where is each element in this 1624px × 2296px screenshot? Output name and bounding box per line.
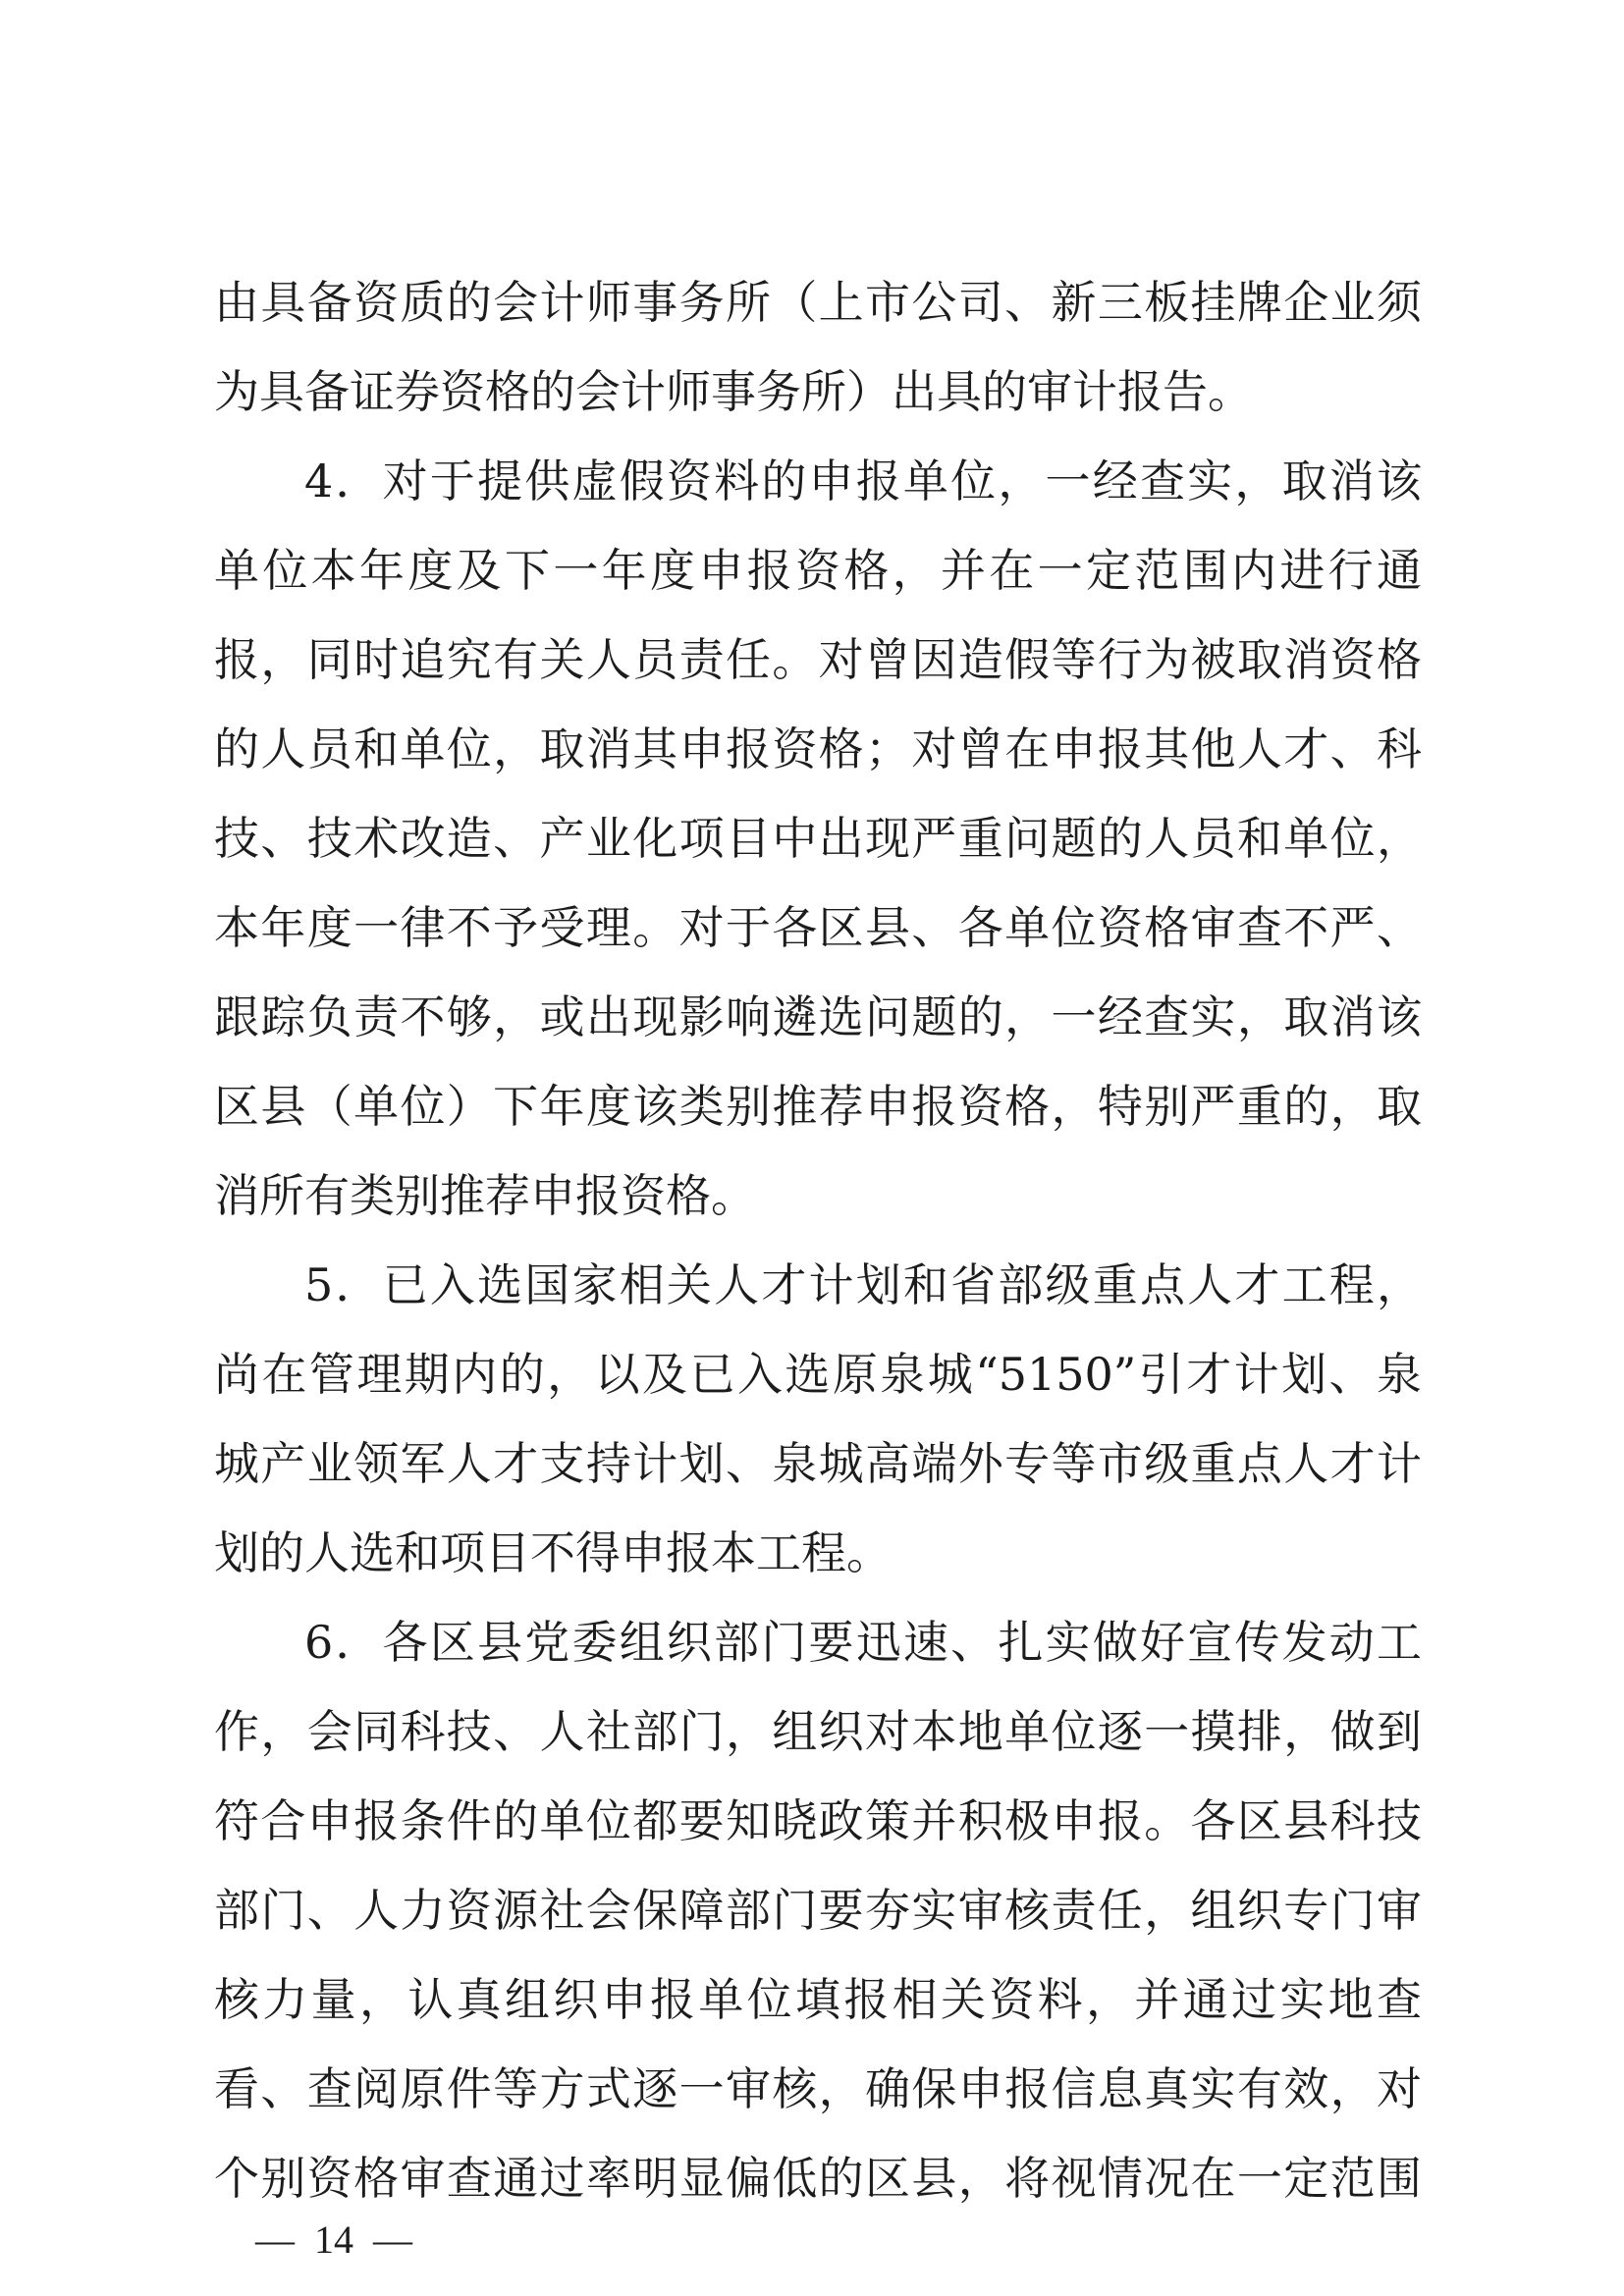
page-number: — 14 — [255, 2217, 412, 2262]
text-line-2: 为具备证券资格的会计师事务所）出具的审计报告。 [214, 365, 1253, 418]
text-line-1: 由具备资质的会计师事务所（上市公司、新三板挂牌企业须 [214, 276, 1422, 329]
text-line-22: 个别资格审查通过率明显偏低的区县，将视情况在一定范围 [214, 2152, 1422, 2205]
text-line-9: 跟踪负责不够，或出现影响遴选问题的，一经查实，取消该 [214, 990, 1422, 1043]
text-line-16: 6．各区县党委组织部门要迅速、扎实做好宣传发动工 [304, 1616, 1422, 1669]
text-line-20: 核力量，认真组织申报单位填报相关资料，并通过实地查 [214, 1973, 1422, 2026]
text-line-18: 符合申报条件的单位都要知晓政策并积极申报。各区县科技 [214, 1794, 1422, 1847]
text-line-10: 区县（单位）下年度该类别推荐申报资格，特别严重的，取 [214, 1080, 1422, 1133]
text-line-13: 尚在管理期内的，以及已入选原泉城“5150”引才计划、泉 [214, 1348, 1422, 1401]
text-line-14: 城产业领军人才支持计划、泉城高端外专等市级重点人才计 [214, 1437, 1422, 1490]
text-line-5: 报，同时追究有关人员责任。对曾因造假等行为被取消资格 [214, 633, 1422, 686]
text-line-7: 技、技术改造、产业化项目中出现严重问题的人员和单位， [214, 812, 1422, 865]
text-line-15: 划的人选和项目不得申报本工程。 [214, 1526, 892, 1579]
text-line-3: 4．对于提供虚假资料的申报单位，一经查实，取消该 [304, 454, 1422, 507]
text-line-8: 本年度一律不予受理。对于各区县、各单位资格审查不严、 [214, 901, 1422, 954]
text-line-17: 作，会同科技、人社部门，组织对本地单位逐一摸排，做到 [214, 1705, 1422, 1758]
text-line-12: 5．已入选国家相关人才计划和省部级重点人才工程， [304, 1258, 1422, 1311]
text-line-6: 的人员和单位，取消其申报资格；对曾在申报其他人才、科 [214, 722, 1422, 775]
text-line-11: 消所有类别推荐申报资格。 [214, 1169, 756, 1222]
text-line-21: 看、查阅原件等方式逐一审核，确保申报信息真实有效，对 [214, 2062, 1422, 2115]
text-line-4: 单位本年度及下一年度申报资格，并在一定范围内进行通 [214, 544, 1422, 597]
text-line-19: 部门、人力资源社会保障部门要夯实审核责任，组织专门审 [214, 1884, 1422, 1937]
